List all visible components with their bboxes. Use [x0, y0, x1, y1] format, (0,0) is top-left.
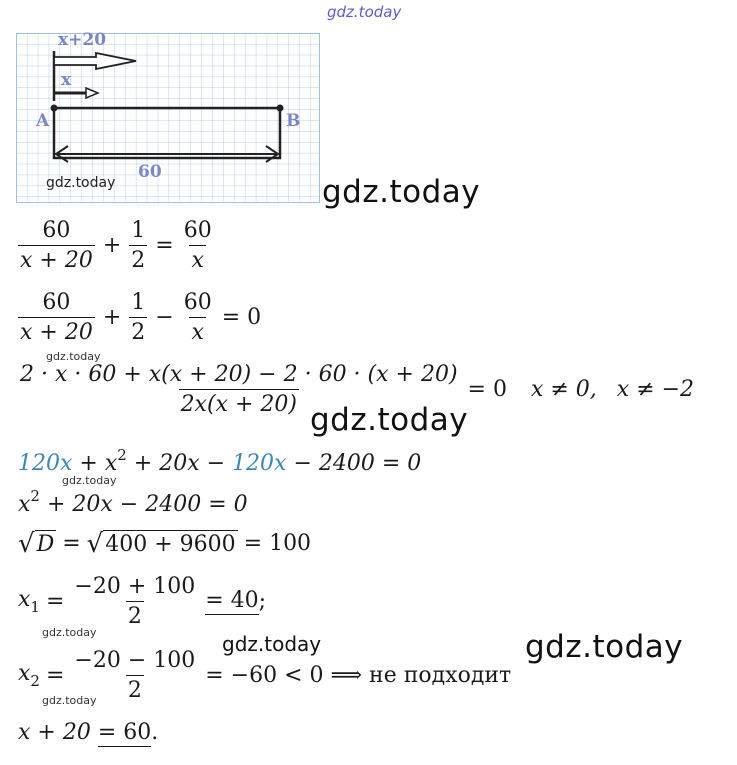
- watermark-tiny-2: gdz.today: [42, 694, 97, 707]
- fraction: $\frac{2 \cdot x \cdot 60 + x(x + 20) - 2 \cdot 60 \cdot (x + 20)}{2x(x + 20)}$: [20, 362, 458, 417]
- point-a-dot: [51, 105, 58, 112]
- label-x: x: [61, 70, 72, 90]
- equation-line-9: x + 20 = 60.: [18, 720, 159, 745]
- fraction: $\frac{-20 - 100}{2}$: [74, 648, 196, 703]
- fraction: $\frac{60}{x + 20}$: [20, 218, 93, 273]
- equation-line-7: $x_1$ = $\frac{-20 + 100}{2}$ = 40 ;: [18, 574, 267, 629]
- watermark-tiny-1: gdz.today: [42, 626, 97, 639]
- watermark-top: gdz.today: [327, 3, 402, 21]
- equation-line-1: $\frac{60}{x + 20}$ + $\frac{1}{2}$ = $\frac{60}{x}$: [20, 218, 212, 273]
- equation-line-4: $120x + x^2 + 20x - 120x - 2400 = 0$: [18, 446, 422, 476]
- sqrt-d: √ D: [18, 529, 55, 559]
- watermark-diagram: gdz.today: [46, 175, 116, 191]
- root-x1-result: = 40: [205, 588, 259, 613]
- fraction: $\frac{60}{x}$: [183, 218, 212, 273]
- equation-line-8: $x_2$ = $\frac{-20 - 100}{2}$ = −60 < 0 ⟹ не подходит: [18, 648, 512, 703]
- watermark-small-2: gdz.today: [62, 474, 117, 487]
- equation-line-6: √ D = √ 400 + 9600 = 100: [18, 529, 312, 559]
- fraction: $\frac{60}{x}$: [183, 290, 212, 345]
- label-point-a: A: [36, 111, 50, 131]
- watermark-large-1: gdz.today: [322, 174, 481, 210]
- fraction: $\frac{60}{x + 20}$: [20, 290, 93, 345]
- equation-line-5: $x^2 + 20x - 2400 = 0$: [18, 487, 248, 517]
- equation-line-3: $\frac{2 \cdot x \cdot 60 + x(x + 20) - 2 \cdot 60 \cdot (x + 20)}{2x(x + 20)}$ = 0 x ≠ 0, x ≠ −2: [20, 362, 695, 417]
- watermark-large-2: gdz.today: [310, 402, 469, 438]
- watermark-large-3: gdz.today: [525, 629, 684, 665]
- equation-line-2: $\frac{60}{x + 20}$ + $\frac{1}{2}$ − $\frac{60}{x}$ = 0: [20, 290, 262, 345]
- watermark-small-1: gdz.today: [46, 350, 101, 363]
- label-distance: 60: [138, 162, 162, 182]
- point-b-dot: [277, 105, 284, 112]
- fraction: $\frac{1}{2}$: [131, 218, 146, 273]
- sqrt-expression: √ 400 + 9600: [86, 529, 236, 559]
- answer-value: = 60: [97, 720, 152, 745]
- fraction: $\frac{1}{2}$: [131, 290, 146, 345]
- watermark-mid: gdz.today: [222, 632, 322, 656]
- fraction: $\frac{-20 + 100}{2}$: [74, 574, 196, 629]
- label-point-b: B: [286, 111, 301, 131]
- label-x-plus-20: x+20: [58, 30, 107, 50]
